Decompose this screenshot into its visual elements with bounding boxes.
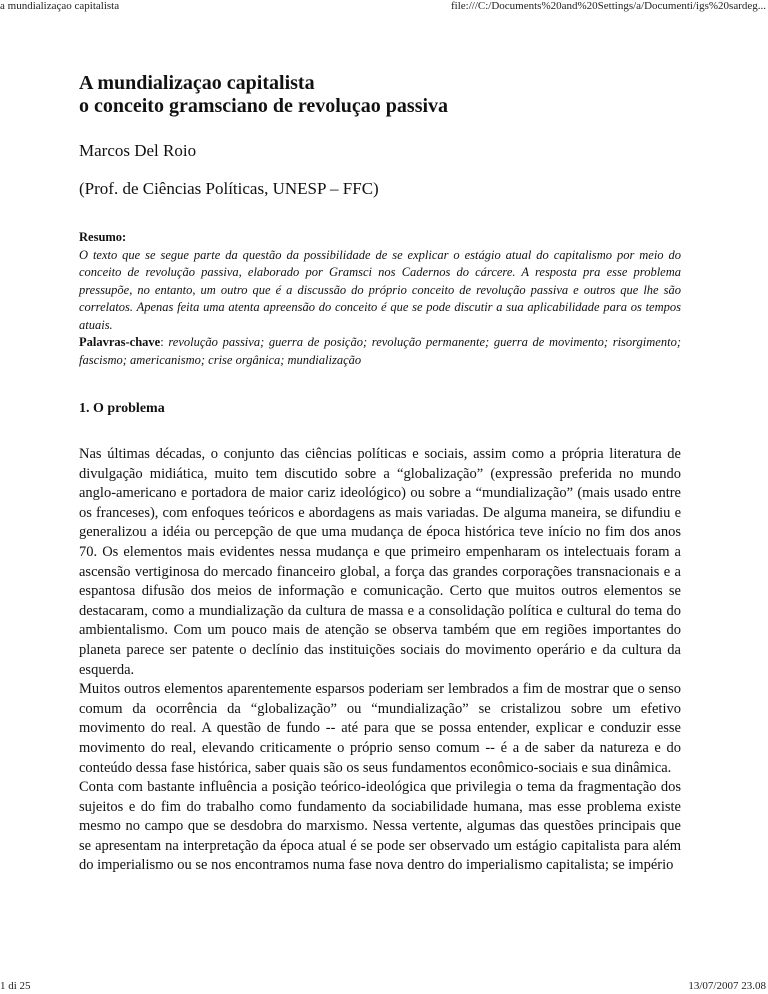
keywords-text: revolução passiva; guerra de posição; revolução permanente; guerra de movimento; risorgimento; fascismo; americanismo; crise orgânica; mundialização [79,335,681,367]
browser-page-title: a mundializaçao capitalista [0,0,120,12]
body-paragraph: Nas últimas décadas, o conjunto das ciências políticas e sociais, assim como a própria literatura de divulgação midiática, muito tem discutido sobre a “globalização” (expressão preferida no mundo anglo-americano e portadora de maior cariz ideológico) ou sobre a “mundialização” (mais usado entre os franceses), com enfoques teóricos e abordagens as mais variadas. De alguma maneira, se difundiu e generalizou a idéia ou percepção de que uma mudança de época histórica teve início no fim dos anos 70. Os elementos mais evidentes nessa mudança e que primeiro empenharam os intelectuais foram a ascensão vertiginosa do mercado financeiro global, a força das grandes corporações transnacionais e a espantosa difusão dos meios de informação e comunicação. Certo que muitos outros elementos se destacaram, como a mundialização da cultura de massa e a consolidação política e cultural do tema do ambientalismo. Com um pouco mais de atenção se observa também que em regiões importantes do planeta parece ser patente o declínio das instituições sociais do movimento operário e da cultura da esquerda. [79,446,681,678]
article-title [79,72,681,118]
abstract-block [79,229,681,369]
abstract-label: Resumo: [79,230,127,244]
keywords-label: Palavras-chave [79,335,161,349]
author-name: Marcos Del Roio [79,141,197,160]
article [79,72,681,876]
print-timestamp: 13/07/2007 23.08 [688,980,766,992]
body-paragraph: Muitos outros elementos aparentemente esparsos poderiam ser lembrados a fim de mostrar que o senso comum da ocorrência da “globalização” ou “mundialização” se cristalizou sobre um efetivo movimento do real. A questão de fundo -- até para que se possa entender, explicar e conduzir esse movimento do real, elevando criticamente o próprio senso comum -- é a de saber da natureza e do conteúdo dessa fase histórica, saber quais são os seus fundamentos econômico-sociais e sua dinâmica. [79,681,681,776]
title-line-1: A mundializaçao capitalista [79,72,315,94]
page-number: 1 di 25 [0,980,31,992]
body-paragraph: Conta com bastante influência a posição teórico-ideológica que privilegia o tema da fragmentação dos sujeitos e do fim do trabalho como fundamento da sociabilidade humana, mas esse problema existe mesmo no campo que se desdobra do marxismo. Nessa vertente, algumas das questões principais que se apresentam na interpretação da época atual é se pode ser observado um estágio capitalista para além do imperialismo ou se nos encontramos numa fase nova dentro do imperialismo capitalista; se império [79,779,681,874]
browser-file-path: file:///C:/Documents%20and%20Settings/a/Documenti/igs%20sardeg... [451,0,766,12]
abstract-text: O texto que se segue parte da questão da possibilidade de se explicar o estágio atual do capitalismo por meio do conceito de revolução passiva, elaborado por Gramsci nos Cadernos do cárcere. A resposta pra esse problema pressupõe, no entanto, um outro que é a discussão do próprio conceito de revolução passiva e outros que lhe são correlatos. Apenas feita uma atenta apreensão do conceito é que se pode discutir a sua aplicabilidade para os tempos atuais. [79,247,681,332]
author-affiliation: (Prof. de Ciências Políticas, UNESP – FFC) [79,179,379,198]
title-line-2: o conceito gramsciano de revoluçao passiva [79,95,449,117]
section-heading: 1. O problema [79,401,165,416]
keywords: Palavras-chave: revolução passiva; guerra de posição; revolução permanente; guerra de movimento; risorgimento; fascismo; americanismo; crise orgânica; mundialização [79,335,681,367]
